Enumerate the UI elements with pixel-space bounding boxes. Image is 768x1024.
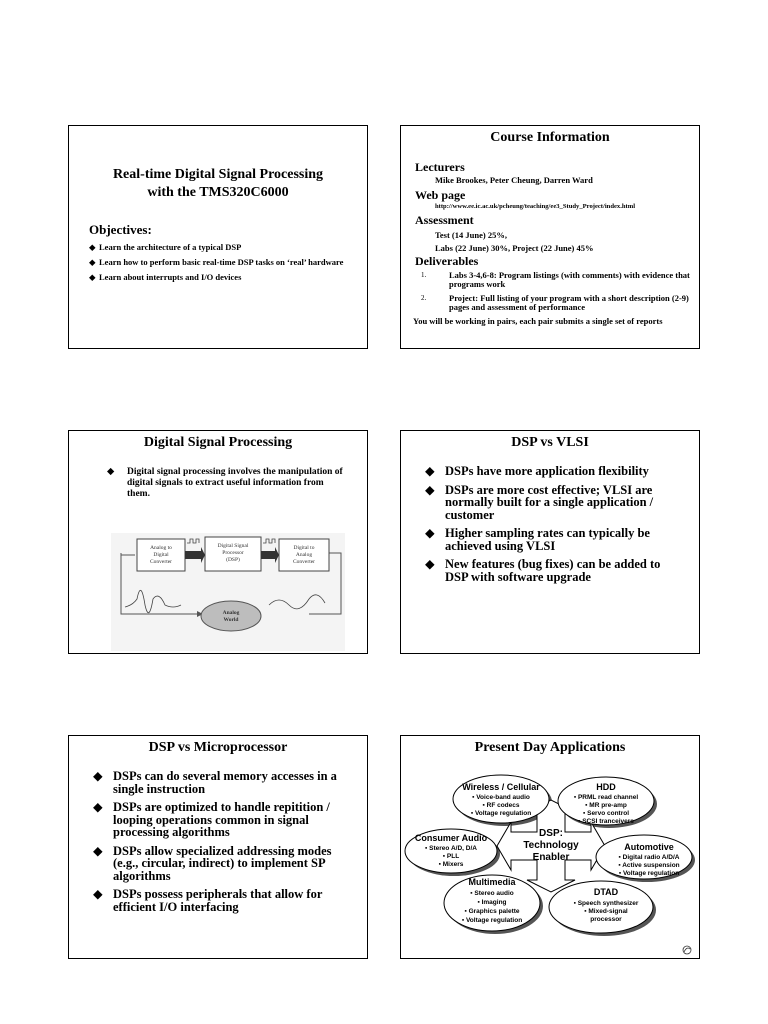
dtad-item: ▪ Mixed-signal: [584, 908, 628, 915]
wireless-item: ▪ RF codecs: [482, 802, 520, 809]
list-item: ◆ Learn about interrupts and I/O devices: [89, 272, 242, 282]
hdd-item: ▪ Servo control: [582, 810, 630, 817]
wireless-item: ▪ Voltage regulation: [470, 810, 532, 817]
slide-heading: Course Information: [490, 130, 610, 145]
dac-label-line1: Digital to: [293, 545, 315, 551]
webpage-url: http://www.ee.ic.ac.uk/pcheung/teaching/ee3_Study_Project/index.html: [435, 203, 636, 210]
lecturers-text: Mike Brookes, Peter Cheung, Darren Ward: [435, 175, 593, 185]
list-item: ◆ New features (bug fixes) can be added to DSP with software upgrade: [425, 557, 661, 584]
world-label-line1: Analog: [222, 610, 240, 616]
slide-dsp-vs-microprocessor: [68, 735, 368, 959]
applications-diagram: [401, 760, 700, 959]
slide-title: [68, 125, 368, 349]
list-item: ◆ Learn how to perform basic real-time DSP tasks on ‘real’ hardware: [89, 257, 344, 267]
wireless-item: ▪ Voice-band audio: [472, 794, 530, 801]
hdd-item: ▪ MR pre-amp: [585, 802, 627, 809]
list-item: ◆ DSPs are more cost effective; VLSI are normally built for a single application / customer: [425, 482, 654, 522]
corner-logo-icon: [683, 946, 691, 954]
consumer-title: Consumer Audio: [414, 833, 488, 843]
hdd-item: ▪ SCSI tranceivers: [578, 818, 634, 825]
list-item: ◆ DSPs allow specialized addressing modes (e.g., circular, indirect) to implement SP algorithms: [93, 843, 332, 883]
dsp-label-line1: Digital Signal: [217, 543, 249, 549]
slide-course-information: [400, 125, 700, 349]
slide-digital-signal-processing: [68, 430, 368, 654]
slide-title-heading: Real-time Digital Signal Processing with the TMS320C6000: [112, 167, 324, 200]
list-item: 2. Project: Full listing of your program with a short description (2-9) pages and assessment of performance: [421, 293, 689, 312]
diamond-bullet-icon: ◆: [425, 464, 435, 478]
center-line2: Technology: [523, 840, 579, 851]
diamond-bullet-icon: ◆: [93, 769, 103, 783]
diamond-bullet-icon: ◆: [93, 887, 103, 901]
dtad-item: ▪ Speech synthesizer: [573, 900, 639, 907]
dac-label-line2: Analog: [295, 552, 313, 558]
slide-heading: DSP vs VLSI: [511, 435, 589, 450]
automotive-title: Automotive: [624, 842, 674, 852]
multimedia-item: ▪ Imaging: [477, 899, 507, 906]
diamond-bullet-icon: ◆: [89, 242, 96, 252]
analog-world-blob: [201, 601, 261, 631]
assessment-line2: Labs (22 June) 30%, Project (22 June) 45%: [435, 243, 594, 253]
diamond-bullet-icon: ◆: [93, 843, 103, 858]
world-label-line2: World: [223, 617, 239, 623]
adc-label-line2: Digital: [153, 552, 169, 558]
dtad-item: processor: [590, 916, 622, 923]
center-line1: DSP:: [539, 828, 563, 839]
list-item: 1. Labs 3-4,6-8: Program listings (with comments) with evidence that programs work: [421, 270, 690, 289]
hdd-item: ▪ PRML read channel: [573, 794, 639, 801]
dsp-label-line2: Processor: [222, 550, 244, 556]
center-line3: Enabler: [532, 852, 570, 863]
dtad-title: DTAD: [593, 887, 619, 897]
automotive-item: ▪ Digital radio A/D/A: [618, 854, 680, 861]
multimedia-item: ▪ Stereo audio: [470, 890, 514, 897]
dac-label-line3: Converter: [293, 559, 315, 565]
consumer-item: ▪ Stereo A/D, D/A: [425, 845, 477, 852]
consumer-item: ▪ PLL: [442, 853, 460, 860]
slide-heading: Present Day Applications: [474, 740, 626, 755]
diamond-bullet-icon: ◆: [93, 800, 103, 814]
diamond-bullet-icon: ◆: [107, 467, 115, 477]
objectives-list: [89, 242, 355, 282]
deliverables-heading: Deliverables: [415, 254, 479, 268]
hdd-title: HDD: [596, 782, 616, 792]
automotive-item: ▪ Active suspension: [618, 862, 680, 869]
consumer-item: ▪ Mixers: [438, 861, 464, 868]
slide-dsp-vs-vlsi: [400, 430, 700, 654]
diamond-bullet-icon: ◆: [425, 526, 435, 540]
multimedia-item: ▪ Voltage regulation: [461, 917, 523, 924]
assessment-heading: Assessment: [415, 213, 474, 227]
adc-label-line1: Analog to: [150, 545, 172, 551]
objectives-heading: Objectives:: [89, 222, 152, 237]
dsp-label-line3: (DSP): [226, 557, 240, 563]
dsp-block-diagram: [69, 519, 368, 654]
list-item: ◆ Higher sampling rates can typically be achieved using VLSI: [425, 526, 650, 553]
diamond-bullet-icon: ◆: [425, 557, 435, 571]
slide-heading: Digital Signal Processing: [143, 435, 293, 450]
diamond-bullet-icon: ◆: [89, 272, 96, 282]
diamond-bullet-icon: ◆: [89, 257, 96, 267]
pairs-note: You will be working in pairs, each pair submits a single set of reports: [413, 316, 663, 326]
multimedia-item: ▪ Graphics palette: [464, 908, 520, 915]
diamond-bullet-icon: ◆: [425, 482, 435, 497]
assessment-line1: Test (14 June) 25%,: [435, 230, 507, 240]
wireless-title: Wireless / Cellular: [462, 782, 540, 792]
list-item: ◆ DSPs have more application flexibility: [425, 464, 649, 478]
automotive-item: ▪ Voltage regulation: [618, 870, 680, 877]
list-item: ◆ DSPs possess peripherals that allow for efficient I/O interfacing: [93, 887, 323, 914]
list-item: ◆ Learn the architecture of a typical DSP: [89, 242, 242, 252]
slide-heading: DSP vs Microprocessor: [148, 740, 288, 755]
slide-present-day-applications: [400, 735, 700, 959]
deliverables-list: [401, 271, 699, 312]
adc-label-line3: Converter: [150, 559, 172, 565]
lecturers-heading: Lecturers: [415, 160, 465, 174]
list-item: ◆ DSPs are optimized to handle repitition / looping operations common in signal processing algorithms: [93, 800, 330, 839]
multimedia-title: Multimedia: [468, 877, 516, 887]
list-item: ◆ Digital signal processing involves the manipulation of digital signals to extract useful information from them.: [107, 467, 343, 499]
list-item: ◆ DSPs can do several memory accesses in a single instruction: [93, 769, 337, 796]
webpage-heading: Web page: [415, 188, 466, 202]
